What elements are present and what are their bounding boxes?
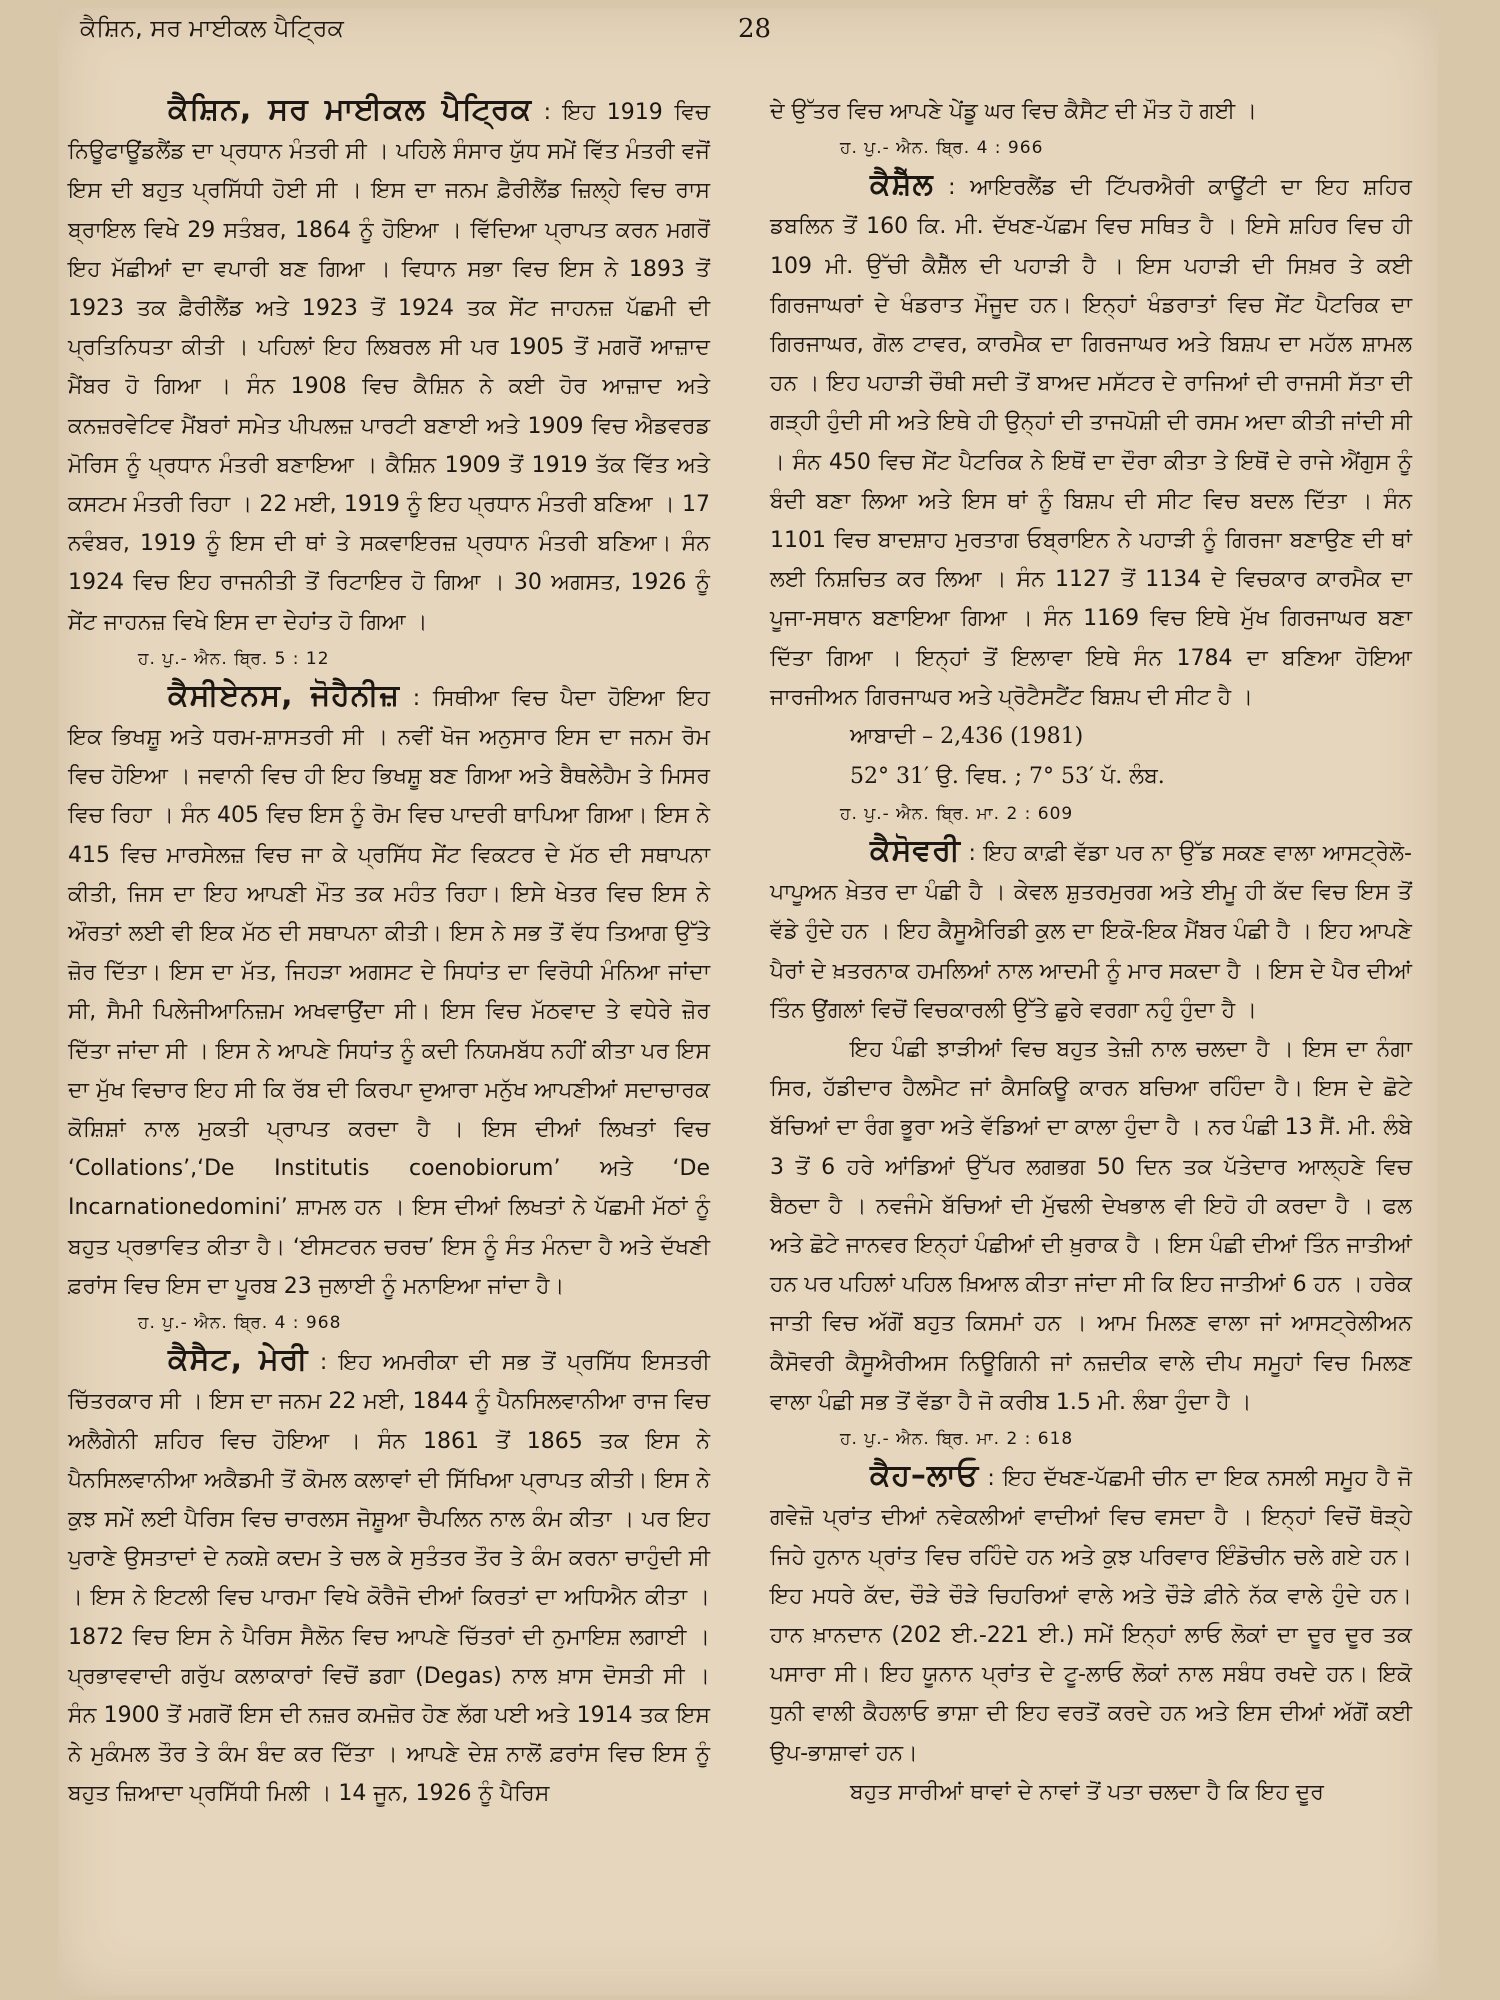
headword-cashel: ਕੈਸ਼ੈੱਲ: [870, 167, 934, 203]
reference-cashin: ਹ. ਪੁ.- ਐਨ. ਬ੍ਰਿ. 5 : 12: [138, 648, 330, 669]
entry-text-cashin: : ਇਹ 1919 ਵਿਚ ਨਿਊਫਾਊਂਡਲੈਂਡ ਦਾ ਪ੍ਰਧਾਨ ਮੰਤਰੀ ਸੀ । ਪਹਿਲੇ ਸੰਸਾਰ ਯੁੱਧ ਸਮੇਂ ਵਿੱਤ ਮੰਤਰੀ ਵਜੋਂ ਇਸ ਦੀ ਬਹੁਤ ਪ੍ਰਸਿੱਧੀ ਹੋਈ ਸੀ । ਇਸ ਦਾ ਜਨਮ ਫ਼ੈਰੀਲੈਂਡ ਜ਼ਿਲ੍ਹੇ ਵਿਚ ਰਾਸ ਬ੍ਰਾਇਲ ਵਿਖੇ 29 ਸਤੰਬਰ, 1864 ਨੂੰ ਹੋਇਆ । ਵਿੱਦਿਆ ਪ੍ਰਾਪਤ ਕਰਨ ਮਗਰੋਂ ਇਹ ਮੱਛੀਆਂ ਦਾ ਵਪਾਰੀ ਬਣ ਗਿਆ । ਵਿਧਾਨ ਸਭਾ ਵਿਚ ਇਸ ਨੇ 1893 ਤੋਂ 1923 ਤਕ ਫ਼ੈਰੀਲੈਂਡ ਅਤੇ 1923 ਤੋਂ 1924 ਤਕ ਸੇਂਟ ਜਾਹਨਜ਼ ਪੱਛਮੀ ਦੀ ਪ੍ਰਤਿਨਿਧਤਾ ਕੀਤੀ । ਪਹਿਲਾਂ ਇਹ ਲਿਬਰਲ ਸੀ ਪਰ 1905 ਤੋਂ ਮਗਰੋਂ ਆਜ਼ਾਦ ਮੈਂਬਰ ਹੋ ਗਿਆ । ਸੰਨ 1908 ਵਿਚ ਕੈਸ਼ਿਨ ਨੇ ਕਈ ਹੋਰ ਆਜ਼ਾਦ ਅਤੇ ਕਨਜ਼ਰਵੇਟਿਵ ਮੈਂਬਰਾਂ ਸਮੇਤ ਪੀਪਲਜ਼ ਪਾਰਟੀ ਬਣਾਈ ਅਤੇ 1909 ਵਿਚ ਐਡਵਰਡ ਮੋਰਿਸ ਨੂੰ ਪ੍ਰਧਾਨ ਮੰਤਰੀ ਬਣਾਇਆ । ਕੈਸ਼ਿਨ 1909 ਤੋਂ 1919 ਤੱਕ ਵਿੱਤ ਅਤੇ ਕਸਟਮ ਮੰਤਰੀ ਰਿਹਾ । 22 ਮਈ, 1919 ਨੂੰ ਇਹ ਪ੍ਰਧਾਨ ਮੰਤਰੀ ਬਣਿਆ । 17 ਨਵੰਬਰ, 1919 ਨੂੰ ਇਸ ਦੀ ਥਾਂ ਤੇ ਸਕਵਾਇਰਜ਼ ਪ੍ਰਧਾਨ ਮੰਤਰੀ ਬਣਿਆ। ਸੰਨ 1924 ਵਿਚ ਇਹ ਰਾਜਨੀਤੀ ਤੋਂ ਰਿਟਾਇਰ ਹੋ ਗਿਆ । 30 ਅਗਸਤ, 1926 ਨੂੰ ਸੇਂਟ ਜਾਹਨਜ਼ ਵਿਖੇ ਇਸ ਦਾ ਦੇਹਾਂਤ ਹੋ ਗਿਆ ।: [68, 100, 711, 635]
entry-text-cassowary: : ਇਹ ਕਾਫ਼ੀ ਵੱਡਾ ਪਰ ਨਾ ਉੱਡ ਸਕਣ ਵਾਲਾ ਆਸਟ੍ਰੇਲੋ-ਪਾਪੂਅਨ ਖ਼ੇਤਰ ਦਾ ਪੰਛੀ ਹੈ । ਕੇਵਲ ਸ਼ੁਤਰਮੁਰਗ ਅਤੇ ਈਮੂ ਹੀ ਕੱਦ ਵਿਚ ਇਸ ਤੋਂ ਵੱਡੇ ਹੁੰਦੇ ਹਨ । ਇਹ ਕੈਸੂਐਰਿਡੀ ਕੁਲ ਦਾ ਇਕੋ-ਇਕ ਮੈਂਬਰ ਪੰਛੀ ਹੈ । ਇਹ ਆਪਣੇ ਪੈਰਾਂ ਦੇ ਖ਼ਤਰਨਾਕ ਹਮਲਿਆਂ ਨਾਲ ਆਦਮੀ ਨੂੰ ਮਾਰ ਸਕਦਾ ਹੈ । ਇਸ ਦੇ ਪੈਰ ਦੀਆਂ ਤਿੰਨ ਉਂਗਲਾਂ ਵਿਚੋਂ ਵਿਚਕਾਰਲੀ ਉੱਤੇ ਛੁਰੇ ਵਰਗਾ ਨਹੁੰ ਹੁੰਦਾ ਹੈ ।: [770, 841, 1412, 1023]
entry-kaihlao: [770, 1456, 1412, 1773]
entry-cassatt: [68, 1340, 710, 1813]
right-column: [770, 92, 1412, 1812]
reference-cashel: ਹ. ਪੁ.- ਐਨ. ਬ੍ਰਿ. ਮਾ. 2 : 609: [840, 804, 1074, 825]
running-head: ਕੈਸ਼ਿਨ, ਸਰ ਮਾਈਕਲ ਪੈਟ੍ਰਿਕ: [80, 14, 344, 42]
headword-cassatt: ਕੈਸੈਟ, ਮੇਰੀ: [168, 1342, 309, 1378]
headword-kaihlao: ਕੈਹ–ਲਾਓ: [870, 1458, 980, 1494]
entry-text-cassianus: : ਸਿਥੀਆ ਵਿਚ ਪੈਦਾ ਹੋਇਆ ਇਹ ਇਕ ਭਿਖਸ਼ੂ ਅਤੇ ਧਰਮ-ਸ਼ਾਸਤਰੀ ਸੀ । ਨਵੀਂ ਖੋਜ ਅਨੁਸਾਰ ਇਸ ਦਾ ਜਨਮ ਰੋਮ ਵਿਚ ਹੋਇਆ । ਜਵਾਨੀ ਵਿਚ ਹੀ ਇਹ ਭਿਖਸ਼ੂ ਬਣ ਗਿਆ ਅਤੇ ਬੈਥਲੇਹੈਮ ਤੇ ਮਿਸਰ ਵਿਚ ਰਿਹਾ । ਸੰਨ 405 ਵਿਚ ਇਸ ਨੂੰ ਰੋਮ ਵਿਚ ਪਾਦਰੀ ਥਾਪਿਆ ਗਿਆ। ਇਸ ਨੇ 415 ਵਿਚ ਮਾਰਸੇਲਜ਼ ਵਿਚ ਜਾ ਕੇ ਪ੍ਰਸਿੱਧ ਸੇਂਟ ਵਿਕਟਰ ਦੇ ਮੱਠ ਦੀ ਸਥਾਪਨਾ ਕੀਤੀ, ਜਿਸ ਦਾ ਇਹ ਆਪਣੀ ਮੌਤ ਤਕ ਮਹੰਤ ਰਿਹਾ। ਇਸੇ ਖੇਤਰ ਵਿਚ ਇਸ ਨੇ ਔਰਤਾਂ ਲਈ ਵੀ ਇਕ ਮੱਠ ਦੀ ਸਥਾਪਨਾ ਕੀਤੀ। ਇਸ ਨੇ ਸਭ ਤੋਂ ਵੱਧ ਤਿਆਗ ਉੱਤੇ ਜ਼ੋਰ ਦਿੱਤਾ। ਇਸ ਦਾ ਮੱਤ, ਜਿਹੜਾ ਅਗਸਟ ਦੇ ਸਿਧਾਂਤ ਦਾ ਵਿਰੋਧੀ ਮੰਨਿਆ ਜਾਂਦਾ ਸੀ, ਸੈਮੀ ਪਿਲੇਜੀਆਨਿਜ਼ਮ ਅਖਵਾਉਂਦਾ ਸੀ। ਇਸ ਵਿਚ ਮੱਠਵਾਦ ਤੇ ਵਧੇਰੇ ਜ਼ੋਰ ਦਿੱਤਾ ਜਾਂਦਾ ਸੀ । ਇਸ ਨੇ ਆਪਣੇ ਸਿਧਾਂਤ ਨੂੰ ਕਦੀ ਨਿਯਮਬੱਧ ਨਹੀਂ ਕੀਤਾ ਪਰ ਇਸ ਦਾ ਮੁੱਖ ਵਿਚਾਰ ਇਹ ਸੀ ਕਿ ਰੱਬ ਦੀ ਕਿਰਪਾ ਦੁਆਰਾ ਮਨੁੱਖ ਆਪਣੀਆਂ ਸਦਾਚਾਰਕ ਕੋਸ਼ਿਸ਼ਾਂ ਨਾਲ ਮੁਕਤੀ ਪ੍ਰਾਪਤ ਕਰਦਾ ਹੈ । ਇਸ ਦੀਆਂ ਲਿਖਤਾਂ ਵਿਚ ‘Collations’,‘De Institutis coenobiorum’ ਅਤੇ ‘De Incarnationedomini’ ਸ਼ਾਮਲ ਹਨ । ਇਸ ਦੀਆਂ ਲਿਖਤਾਂ ਨੇ ਪੱਛਮੀ ਮੱਠਾਂ ਨੂੰ ਬਹੁਤ ਪ੍ਰਭਾਵਿਤ ਕੀਤਾ ਹੈ। ‘ਈਸਟਰਨ ਚਰਚ’ ਇਸ ਨੂੰ ਸੰਤ ਮੰਨਦਾ ਹੈ ਅਤੇ ਦੱਖਣੀ ਫ਼ਰਾਂਸ ਵਿਚ ਇਸ ਦਾ ਪੂਰਬ 23 ਜੁਲਾਈ ਨੂੰ ਮਨਾਇਆ ਜਾਂਦਾ ਹੈ।: [68, 685, 710, 1299]
reference-cassianus: ਹ. ਪੁ.- ਐਨ. ਬ੍ਰਿ. 4 : 968: [138, 1313, 342, 1334]
headword-cassowary: ਕੈਸੋਵਰੀ: [870, 833, 961, 869]
entry-cassowary: [770, 831, 1412, 1030]
headword-cassianus: ਕੈਸੀਏਨਸ, ਜੋਹੈਨੀਜ਼: [168, 677, 401, 713]
page-number: 28: [738, 14, 772, 44]
encyclopedia-page: [58, 8, 1438, 1996]
headword-cashin: ਕੈਸ਼ਿਨ, ਸਰ ਮਾਈਕਲ ਪੈਟ੍ਰਿਕ: [168, 92, 533, 127]
entry-text-cassowary-2: ਇਹ ਪੰਛੀ ਝਾੜੀਆਂ ਵਿਚ ਬਹੁਤ ਤੇਜ਼ੀ ਨਾਲ ਚਲਦਾ ਹੈ । ਇਸ ਦਾ ਨੰਗਾ ਸਿਰ, ਹੱਡੀਦਾਰ ਹੈਲਮੈਟ ਜਾਂ ਕੈਸਕਿਊ ਕਾਰਨ ਬਚਿਆ ਰਹਿੰਦਾ ਹੈ। ਇਸ ਦੇ ਛੋਟੇ ਬੱਚਿਆਂ ਦਾ ਰੰਗ ਭੂਰਾ ਅਤੇ ਵੱਡਿਆਂ ਦਾ ਕਾਲਾ ਹੁੰਦਾ ਹੈ । ਨਰ ਪੰਛੀ 13 ਸੈਂ. ਮੀ. ਲੰਬੇ 3 ਤੋਂ 6 ਹਰੇ ਆਂਡਿਆਂ ਉੱਪਰ ਲਗਭਗ 50 ਦਿਨ ਤਕ ਪੱਤੇਦਾਰ ਆਲ੍ਹਣੇ ਵਿਚ ਬੈਠਦਾ ਹੈ । ਨਵਜੰਮੇ ਬੱਚਿਆਂ ਦੀ ਮੁੱਢਲੀ ਦੇਖਭਾਲ ਵੀ ਇਹੋ ਹੀ ਕਰਦਾ ਹੈ । ਫਲ ਅਤੇ ਛੋਟੇ ਜਾਨਵਰ ਇਨ੍ਹਾਂ ਪੰਛੀਆਂ ਦੀ ਖ਼ੁਰਾਕ ਹੈ । ਇਸ ਪੰਛੀ ਦੀਆਂ ਤਿੰਨ ਜਾਤੀਆਂ ਹਨ ਪਰ ਪਹਿਲਾਂ ਪਹਿਲ ਖ਼ਿਆਲ ਕੀਤਾ ਜਾਂਦਾ ਸੀ ਕਿ ਇਹ ਜਾਤੀਆਂ 6 ਹਨ । ਹਰੇਕ ਜਾਤੀ ਵਿਚ ਅੱਗੋਂ ਬਹੁਤ ਕਿਸਮਾਂ ਹਨ । ਆਮ ਮਿਲਣ ਵਾਲਾ ਜਾਂ ਆਸਟ੍ਰੇਲੀਅਨ ਕੈਸੋਵਰੀ ਕੈਸੂਐਰੀਅਸ ਨਿਊਗਿਨੀ ਜਾਂ ਨਜ਼ਦੀਕ ਵਾਲੇ ਦੀਪ ਸਮੂਹਾਂ ਵਿਚ ਮਿਲਣ ਵਾਲਾ ਪੰਛੀ ਸਭ ਤੋਂ ਵੱਡਾ ਹੈ ਜੋ ਕਰੀਬ 1.5 ਮੀ. ਲੰਬਾ ਹੁੰਦਾ ਹੈ ।: [770, 1037, 1412, 1415]
entry-text-cashel: : ਆਇਰਲੈਂਡ ਦੀ ਟਿੱਪਰਐਰੀ ਕਾਊਂਟੀ ਦਾ ਇਹ ਸ਼ਹਿਰ ਡਬਲਿਨ ਤੋਂ 160 ਕਿ. ਮੀ. ਦੱਖਣ-ਪੱਛਮ ਵਿਚ ਸਥਿਤ ਹੈ । ਇਸੇ ਸ਼ਹਿਰ ਵਿਚ ਹੀ 109 ਮੀ. ਉੱਚੀ ਕੈਸ਼ੈੱਲ ਦੀ ਪਹਾੜੀ ਹੈ । ਇਸ ਪਹਾੜੀ ਦੀ ਸਿਖ਼ਰ ਤੇ ਕਈ ਗਿਰਜਾਘਰਾਂ ਦੇ ਖੰਡਰਾਤ ਮੌਜੂਦ ਹਨ। ਇਨ੍ਹਾਂ ਖੰਡਰਾਤਾਂ ਵਿਚ ਸੇਂਟ ਪੈਟਰਿਕ ਦਾ ਗਿਰਜਾਘਰ, ਗੋਲ ਟਾਵਰ, ਕਾਰਮੈਕ ਦਾ ਗਿਰਜਾਘਰ ਅਤੇ ਬਿਸ਼ਪ ਦਾ ਮਹੱਲ ਸ਼ਾਮਲ ਹਨ । ਇਹ ਪਹਾੜੀ ਚੌਥੀ ਸਦੀ ਤੋਂ ਬਾਅਦ ਮਸੱਟਰ ਦੇ ਰਾਜਿਆਂ ਦੀ ਰਾਜਸੀ ਸੱਤਾ ਦੀ ਗੜ੍ਹੀ ਹੁੰਦੀ ਸੀ ਅਤੇ ਇਥੇ ਹੀ ਉਨ੍ਹਾਂ ਦੀ ਤਾਜਪੋਸ਼ੀ ਦੀ ਰਸਮ ਅਦਾ ਕੀਤੀ ਜਾਂਦੀ ਸੀ । ਸੰਨ 450 ਵਿਚ ਸੇਂਟ ਪੈਟਰਿਕ ਨੇ ਇਥੋਂ ਦਾ ਦੌਰਾ ਕੀਤਾ ਤੇ ਇਥੋਂ ਦੇ ਰਾਜੇ ਐਂਗੁਸ ਨੂੰ ਬੰਦੀ ਬਣਾ ਲਿਆ ਅਤੇ ਇਸ ਥਾਂ ਨੂੰ ਬਿਸ਼ਪ ਦੀ ਸੀਟ ਵਿਚ ਬਦਲ ਦਿੱਤਾ । ਸੰਨ 1101 ਵਿਚ ਬਾਦਸ਼ਾਹ ਮੁਰਤਾਗ ਓਬ੍ਰਾਇਨ ਨੇ ਪਹਾੜੀ ਨੂੰ ਗਿਰਜਾ ਬਣਾਉਣ ਦੀ ਥਾਂ ਲਈ ਨਿਸ਼ਚਿਤ ਕਰ ਲਿਆ । ਸੰਨ 1127 ਤੋਂ 1134 ਦੇ ਵਿਚਕਾਰ ਕਾਰਮੈਕ ਦਾ ਪੂਜਾ-ਸਥਾਨ ਬਣਾਇਆ ਗਿਆ । ਸੰਨ 1169 ਵਿਚ ਇਥੇ ਮੁੱਖ ਗਿਰਜਾਘਰ ਬਣਾ ਦਿੱਤਾ ਗਿਆ । ਇਨ੍ਹਾਂ ਤੋਂ ਇਲਾਵਾ ਇਥੇ ਸੰਨ 1784 ਦਾ ਬਣਿਆ ਹੋਇਆ ਜਾਰਜੀਅਨ ਗਿਰਜਾਘਰ ਅਤੇ ਪ੍ਰੋਟੈਸਟੈਂਟ ਬਿਸ਼ਪ ਦੀ ਸੀਟ ਹੈ ।: [770, 175, 1412, 710]
entry-cashel: [770, 165, 1412, 717]
entry-text-kaihlao-2: ਬਹੁਤ ਸਾਰੀਆਂ ਥਾਵਾਂ ਦੇ ਨਾਵਾਂ ਤੋਂ ਪਤਾ ਚਲਦਾ ਹੈ ਕਿ ਇਹ ਦੂਰ: [850, 1779, 1324, 1805]
entry-cassatt-continued: ਦੇ ਉੱਤਰ ਵਿਚ ਆਪਣੇ ਪੇਂਡੂ ਘਰ ਵਿਚ ਕੈਸੈਟ ਦੀ ਮੌਤ ਹੋ ਗਈ ।: [770, 99, 1257, 124]
entry-text-cassatt: : ਇਹ ਅਮਰੀਕਾ ਦੀ ਸਭ ਤੋਂ ਪ੍ਰਸਿੱਧ ਇਸਤਰੀ ਚਿੱਤਰਕਾਰ ਸੀ । ਇਸ ਦਾ ਜਨਮ 22 ਮਈ, 1844 ਨੂੰ ਪੈਨਸਿਲਵਾਨੀਆ ਰਾਜ ਵਿਚ ਅਲੈਗੇਨੀ ਸ਼ਹਿਰ ਵਿਚ ਹੋਇਆ । ਸੰਨ 1861 ਤੋਂ 1865 ਤਕ ਇਸ ਨੇ ਪੈਨਸਿਲਵਾਨੀਆ ਅਕੈਡਮੀ ਤੋਂ ਕੋਮਲ ਕਲਾਵਾਂ ਦੀ ਸਿੱਖਿਆ ਪ੍ਰਾਪਤ ਕੀਤੀ। ਇਸ ਨੇ ਕੁਝ ਸਮੇਂ ਲਈ ਪੈਰਿਸ ਵਿਚ ਚਾਰਲਸ ਜੋਸ਼ੂਆ ਚੈਪਲਿਨ ਨਾਲ ਕੰਮ ਕੀਤਾ । ਪਰ ਇਹ ਪੁਰਾਣੇ ਉਸਤਾਦਾਂ ਦੇ ਨਕਸ਼ੇ ਕਦਮ ਤੇ ਚਲ ਕੇ ਸੁਤੰਤਰ ਤੌਰ ਤੇ ਕੰਮ ਕਰਨਾ ਚਾਹੁੰਦੀ ਸੀ । ਇਸ ਨੇ ਇਟਲੀ ਵਿਚ ਪਾਰਮਾ ਵਿਖੇ ਕੋਰੈਜੋ ਦੀਆਂ ਕਿਰਤਾਂ ਦਾ ਅਧਿਐਨ ਕੀਤਾ । 1872 ਵਿਚ ਇਸ ਨੇ ਪੈਰਿਸ ਸੈਲੋਨ ਵਿਚ ਆਪਣੇ ਚਿੱਤਰਾਂ ਦੀ ਨੁਮਾਇਸ਼ ਲਗਾਈ । ਪ੍ਰਭਾਵਵਾਦੀ ਗਰੁੱਪ ਕਲਾਕਾਰਾਂ ਵਿਚੋਂ ਡਗਾ (Degas) ਨਾਲ ਖ਼ਾਸ ਦੋਸਤੀ ਸੀ । ਸੰਨ 1900 ਤੋਂ ਮਗਰੋਂ ਇਸ ਦੀ ਨਜ਼ਰ ਕਮਜ਼ੋਰ ਹੋਣ ਲੱਗ ਪਈ ਅਤੇ 1914 ਤਕ ਇਸ ਨੇ ਮੁਕੰਮਲ ਤੌਰ ਤੇ ਕੰਮ ਬੰਦ ਕਰ ਦਿੱਤਾ । ਆਪਣੇ ਦੇਸ਼ ਨਾਲੋਂ ਫ਼ਰਾਂਸ ਵਿਚ ਇਸ ਨੂੰ ਬਹੁਤ ਜ਼ਿਆਦਾ ਪ੍ਰਸਿੱਧੀ ਮਿਲੀ । 14 ਜੂਨ, 1926 ਨੂੰ ਪੈਰਿਸ: [68, 1350, 710, 1807]
reference-cassowary: ਹ. ਪੁ.- ਐਨ. ਬ੍ਰਿ. ਮਾ. 2 : 618: [840, 1429, 1074, 1450]
population-stat: ਆਬਾਦੀ – 2,436 (1981): [850, 724, 1084, 750]
entry-cashin: [68, 90, 710, 642]
reference-cassatt: ਹ. ਪੁ.- ਐਨ. ਬ੍ਰਿ. 4 : 966: [840, 138, 1044, 159]
coordinates-stat: 52° 31′ ਉ. ਵਿਥ. ; 7° 53′ ਪੱ. ਲੰਬ.: [850, 764, 1165, 790]
entry-text-kaihlao: : ਇਹ ਦੱਖਣ-ਪੱਛਮੀ ਚੀਨ ਦਾ ਇਕ ਨਸਲੀ ਸਮੂਹ ਹੈ ਜੋ ਗਵੇਜ਼ੋ ਪ੍ਰਾਂਤ ਦੀਆਂ ਨਵੇਕਲੀਆਂ ਵਾਦੀਆਂ ਵਿਚ ਵਸਦਾ ਹੈ । ਇਨ੍ਹਾਂ ਵਿਚੋਂ ਥੋੜ੍ਹੇ ਜਿਹੇ ਹੁਨਾਨ ਪ੍ਰਾਂਤ ਵਿਚ ਰਹਿੰਦੇ ਹਨ ਅਤੇ ਕੁਝ ਪਰਿਵਾਰ ਇੰਡੋਚੀਨ ਚਲੇ ਗਏ ਹਨ। ਇਹ ਮਧਰੇ ਕੱਦ, ਚੌੜੇ ਚੌੜੇ ਚਿਹਰਿਆਂ ਵਾਲੇ ਅਤੇ ਚੌੜੇ ਫ਼ੀਨੇ ਨੱਕ ਵਾਲੇ ਹੁੰਦੇ ਹਨ। ਹਾਨ ਖ਼ਾਨਦਾਨ (202 ਈ.-221 ਈ.) ਸਮੇਂ ਇਨ੍ਹਾਂ ਲਾਓ ਲੋਕਾਂ ਦਾ ਦੂਰ ਦੂਰ ਤਕ ਪਸਾਰਾ ਸੀ। ਇਹ ਯੂਨਾਨ ਪ੍ਰਾਂਤ ਦੇ ਟੂ-ਲਾਓ ਲੋਕਾਂ ਨਾਲ ਸਬੰਧ ਰਖਦੇ ਹਨ। ਇਕੋ ਧੁਨੀ ਵਾਲੀ ਕੈਹਲਾਓ ਭਾਸ਼ਾ ਦੀ ਇਹ ਵਰਤੋਂ ਕਰਦੇ ਹਨ ਅਤੇ ਇਸ ਦੀਆਂ ਅੱਗੋਂ ਕਈ ਉਪ-ਭਾਸ਼ਾਵਾਂ ਹਨ।: [770, 1466, 1412, 1766]
left-column: [68, 90, 710, 1814]
entry-cassianus: [68, 676, 710, 1306]
